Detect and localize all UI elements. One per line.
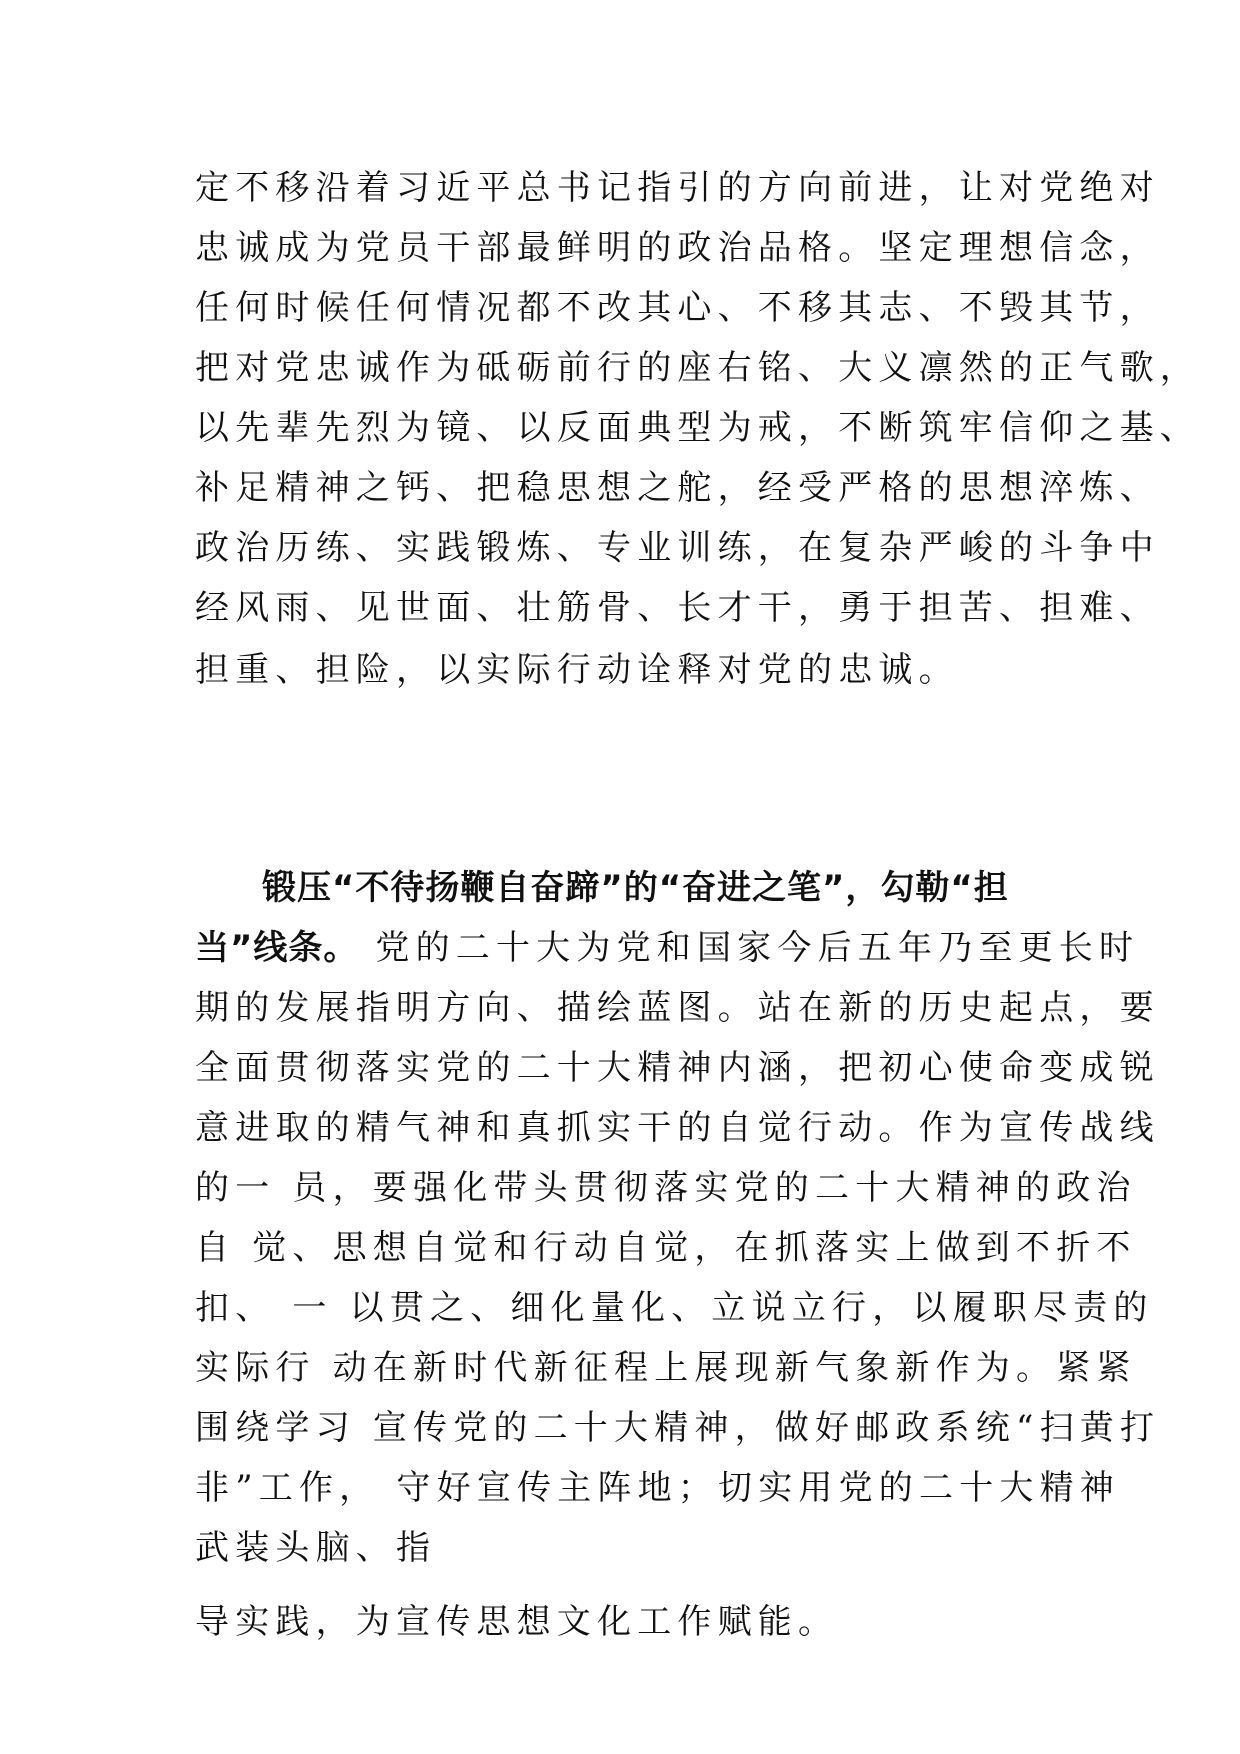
paragraph-2-line-4: 全面贯彻落实党的二十大精神内涵，把初心使命变成锐 — [195, 1048, 1160, 1088]
paragraph-2-line-5: 意进取的精气神和真抓实干的自觉行动。作为宣传战线 — [195, 1108, 1160, 1148]
paragraph-2-line-2-rest: 党的二十大为党和国家今后五年乃至更长时 — [358, 928, 1140, 968]
paragraph-2-line-7: 自 觉、思想自觉和行动自觉，在抓落实上做到不折不 — [195, 1228, 1137, 1268]
paragraph-2-line-9: 实际行 动在新时代新征程上展现新气象新作为。紧紧 — [195, 1348, 1137, 1388]
paragraph-2-line-10: 围绕学习 宣传党的二十大精神，做好邮政系统“扫黄打 — [195, 1408, 1161, 1448]
paragraph-1-line-2: 忠诚成为党员干部最鲜明的政治品格。坚定理想信念， — [195, 228, 1160, 268]
paragraph-2-line-3: 期的发展指明方向、描绘蓝图。站在新的历史起点，要 — [195, 988, 1160, 1028]
paragraph-2-line-6: 的一 员，要强化带头贯彻落实党的二十大精神的政治 — [195, 1168, 1137, 1208]
paragraph-1-line-8: 经风雨、见世面、壮筋骨、长才干，勇于担苦、担难、 — [195, 588, 1160, 628]
paragraph-1-line-5: 以先辈先烈为镜、以反面典型为戒，不断筑牢信仰之基、 — [195, 408, 1200, 448]
paragraph-1-line-9: 担重、担险，以实际行动诠释对党的忠诚。 — [195, 650, 959, 690]
paragraph-2-line-2 — [195, 928, 1140, 968]
paragraph-1-line-4: 把对党忠诚作为砥砺前行的座右铭、大义凛然的正气歌， — [195, 348, 1200, 388]
paragraph-2-heading-line-1: 锻压“不待扬鞭自奋蹄”的“奋进之笔”，勾勒“担 — [262, 868, 1009, 908]
paragraph-2-line-13: 导实践，为宣传思想文化工作赋能。 — [195, 1602, 839, 1642]
paragraph-1-line-7: 政治历练、实践锻炼、专业训练，在复杂严峻的斗争中 — [195, 528, 1160, 568]
paragraph-2-heading-line-2: 当”线条。 — [195, 928, 359, 968]
paragraph-2-line-8: 扣、 一 以贯之、细化量化、立说立行，以履职尽责的 — [195, 1288, 1154, 1328]
paragraph-2-line-12: 武装头脑、指 — [195, 1528, 437, 1568]
paragraph-2-line-11: 非”工作， 守好宣传主阵地；切实用党的二十大精神 — [195, 1468, 1120, 1508]
paragraph-1-line-6: 补足精神之钙、把稳思想之舵，经受严格的思想淬炼、 — [195, 468, 1160, 508]
paragraph-1-line-1: 定不移沿着习近平总书记指引的方向前进，让对党绝对 — [195, 168, 1160, 208]
paragraph-1-line-3: 任何时候任何情况都不改其心、不移其志、不毁其节， — [195, 288, 1160, 328]
